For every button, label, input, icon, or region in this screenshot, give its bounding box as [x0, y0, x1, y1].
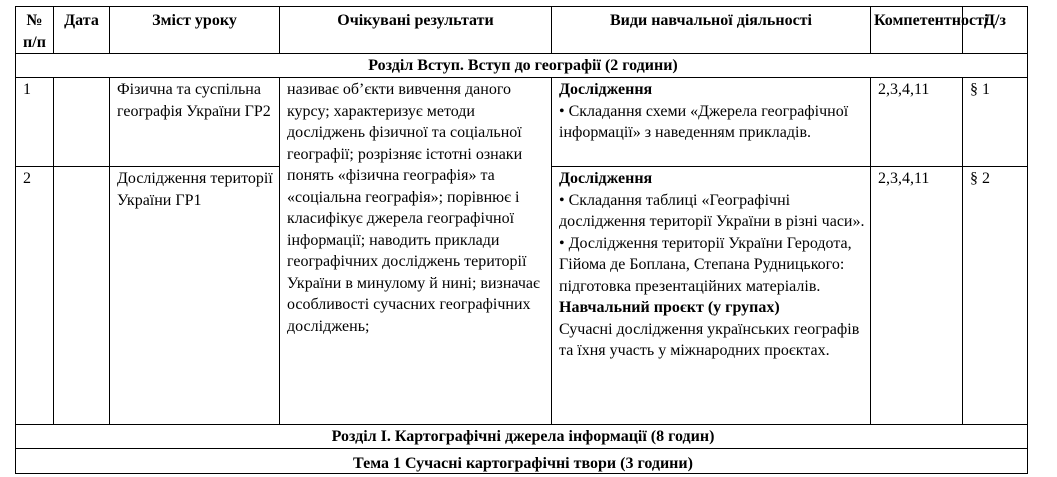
header-hw: Д/з — [963, 7, 1028, 54]
topic-row — [16, 449, 1028, 474]
project-text: Сучасні дослідження українських географів та їхня участь у міжнародних проєктах. — [559, 320, 860, 359]
header-results: Очікувані результати — [280, 7, 552, 54]
lesson-plan-table — [15, 6, 1028, 474]
section-1-title: Розділ І. Картографічні джерела інформації (8 годин) — [16, 425, 1028, 449]
activity-title: Дослідження — [559, 170, 653, 187]
topic-1-title: Тема 1 Сучасні картографічні твори (3 години) — [353, 455, 693, 472]
activity-text: • Складання схеми «Джерела географічної інформації» з наведенням прикладів. — [559, 102, 849, 141]
expected-results-cell — [280, 78, 552, 425]
row-date — [54, 78, 110, 167]
project-title: Навчальний проєкт (у групах) — [559, 299, 780, 316]
section-row — [16, 425, 1028, 449]
header-date: Дата — [54, 7, 110, 54]
row-topic: Фізична та суспільна географія України ГР2 — [110, 78, 280, 167]
row-activities — [552, 78, 871, 167]
row-activities — [552, 167, 871, 425]
header-num: № п/п — [16, 7, 54, 54]
row-competence: 2,3,4,11 — [871, 78, 963, 167]
row-num: 2 — [16, 167, 54, 425]
header-row — [16, 7, 1028, 54]
row-hw: § 2 — [963, 167, 1028, 425]
row-hw: § 1 — [963, 78, 1028, 167]
section-row — [16, 54, 1028, 78]
row-date — [54, 167, 110, 425]
header-competence: Компетентності — [871, 7, 963, 54]
row-topic: Дослідження території України ГР1 — [110, 167, 280, 425]
activity-text-1: • Складання таблиці «Географічні дослідження території України в різні часи». — [559, 191, 865, 230]
header-content: Зміст уроку — [110, 7, 280, 54]
row-num: 1 — [16, 78, 54, 167]
activity-title: Дослідження — [559, 81, 653, 98]
expected-results-text: називає об’єкти вивчення даного курсу; характеризує методи досліджень фізичної та соціальної географії; розрізняє істотні ознаки понять «фізична географія» та «соціальна географія»; порівнює і класифікує джерела географічної інформації; наводить приклади географічних досліджень території України в минулому й нині; визначає особливості сучасних географічних досліджень; — [287, 81, 540, 335]
table-row — [16, 78, 1028, 167]
topic-1-title-cell — [16, 449, 1028, 474]
header-activities: Види навчальної діяльності — [552, 7, 871, 54]
row-competence: 2,3,4,11 — [871, 167, 963, 425]
activity-text-2: • Дослідження території України Геродота, Гійома де Боплана, Степана Рудницького: підготовка презентаційних матеріалів. — [559, 234, 852, 295]
section-intro-title: Розділ Вступ. Вступ до географії (2 години) — [16, 54, 1028, 78]
